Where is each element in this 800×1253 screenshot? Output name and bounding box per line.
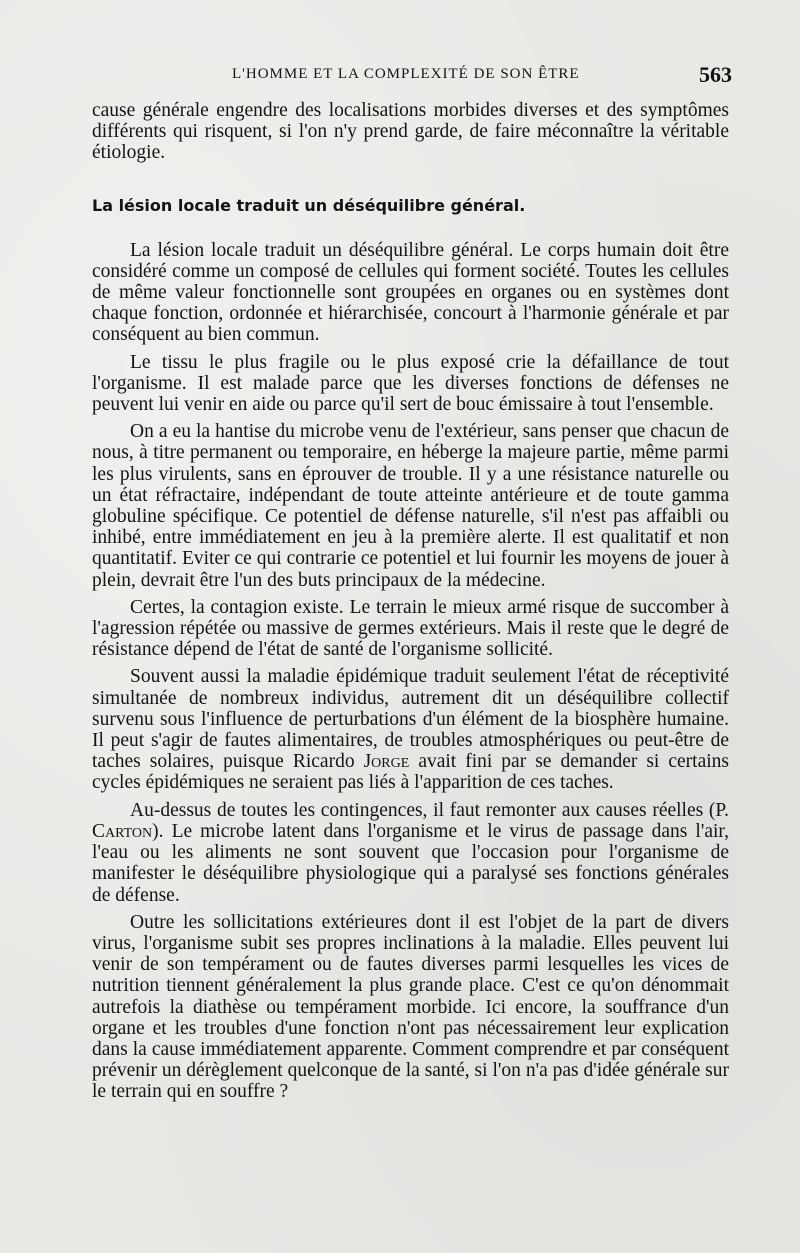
paragraph-epidemic-text-a: Souvent aussi la maladie épidémique traduit seulement l'état de réceptivité simultanée de nombreux individus, autrement dit un déséquilibre collectif survenu sous l'influence de perturbations d'un élément de la biosphère humaine. Il peut s'agir de fautes alimentaires, de troubles atmosphériques ou peut-être de taches solaires, puisque Ricardo xyxy=(92,666,729,773)
paragraph-diathesis: Outre les sollicitations extérieures dont il est l'objet de la part de divers virus, l'organisme subit ses propres inclinations à la maladie. Elles peuvent lui venir de son tempérament ou de fautes diverses parmi lesquelles les vices de nutrition tiennent généralement la plus grande place. C'est ce qu'on dénommait autrefois la diathèse ou tempérament morbide. Ici encore, la souffrance d'un organe et les troubles d'une fonction n'ont pas nécessairement leur explication dans la cause immédiatement apparente. Comment comprendre et par conséquent prévenir un dérèglement quelconque de la santé, si l'on n'a pas d'idée générale sur le terrain qui en souffre ? xyxy=(92,911,729,1103)
paragraph-contagion: Certes, la contagion existe. Le terrain le mieux armé risque de succomber à l'agression répétée ou massive de germes extérieurs. Mais il reste que le degré de résistance dépend de l'état de santé de l'organisme sollicité. xyxy=(92,596,729,661)
paragraph-epidemic xyxy=(92,666,729,793)
page-number: 563 xyxy=(699,62,732,87)
paragraph-fragile-tissue: Le tissu le plus fragile ou le plus exposé crie la défaillance de tout l'organisme. Il est malade parce que les diverses fonctions de défenses ne peuvent lui venir en aide ou parce qu'il sert de bouc émissaire à tout l'ensemble. xyxy=(92,351,729,416)
paragraph-local-lesion: La lésion locale traduit un déséquilibre général. Le corps humain doit être considéré comme un composé de cellules qui forment société. Toutes les cellules de même valeur fonctionnelle sont groupées en organes ou en systèmes dont chaque fonction, ordonnée et hiérarchisée, concourt à l'harmonie générale et par conséquent au bien commun. xyxy=(92,239,729,346)
section-heading: La lésion locale traduit un déséquilibre général. xyxy=(92,195,526,215)
running-head: L'HOMME ET LA COMPLEXITÉ DE SON ÊTRE xyxy=(232,66,580,82)
paragraph-epidemic-text-b: avait fini par se demander si certains cycles épidémiques ne seraient pas liés à l'apparition de ces taches. xyxy=(92,751,729,794)
paragraph-real-causes xyxy=(92,800,729,906)
page-header xyxy=(92,62,732,94)
paragraph-microbe: On a eu la hantise du microbe venu de l'extérieur, sans penser que chacun de nous, à titre permanent ou temporaire, en héberge la majeure partie, même parmi les plus virulents, sans en éprouver de trouble. Il y a une résistance naturelle ou un état réfractaire, indépendant de toute atteinte antérieure et de toute gamma globuline spécifique. Ce potentiel de défense naturelle, s'il n'est pas affaibli ou inhibé, entre immédiatement en jeu à la première alerte. Il est qualitatif et non quantitatif. Eviter ce qui contrarie ce potentiel et lui fournir les moyens de jouer à plein, devrait être l'un des buts principaux de la médecine. xyxy=(92,421,729,591)
author-name-jorge: Jorge xyxy=(363,751,410,773)
paragraph-real-causes-text-a: Au-dessus de toutes les contingences, il faut remonter aux causes réelles (P. xyxy=(130,799,729,821)
paragraph-continued: cause générale engendre des localisations morbides diverses et des symptômes différents qui risquent, si l'on n'y prend garde, de faire méconnaître la véritable étiologie. xyxy=(92,100,729,164)
paragraph-real-causes-text-b: ). Le microbe latent dans l'organisme et le virus de passage dans l'air, l'eau ou les aliments ne sont souvent que l'occasion pour l'organisme de manifester le déséquilibre physiologique qui a paralysé ses fonctions générales de défense. xyxy=(92,820,729,906)
page-body xyxy=(92,100,729,1103)
author-name-carton: Carton xyxy=(92,820,153,842)
